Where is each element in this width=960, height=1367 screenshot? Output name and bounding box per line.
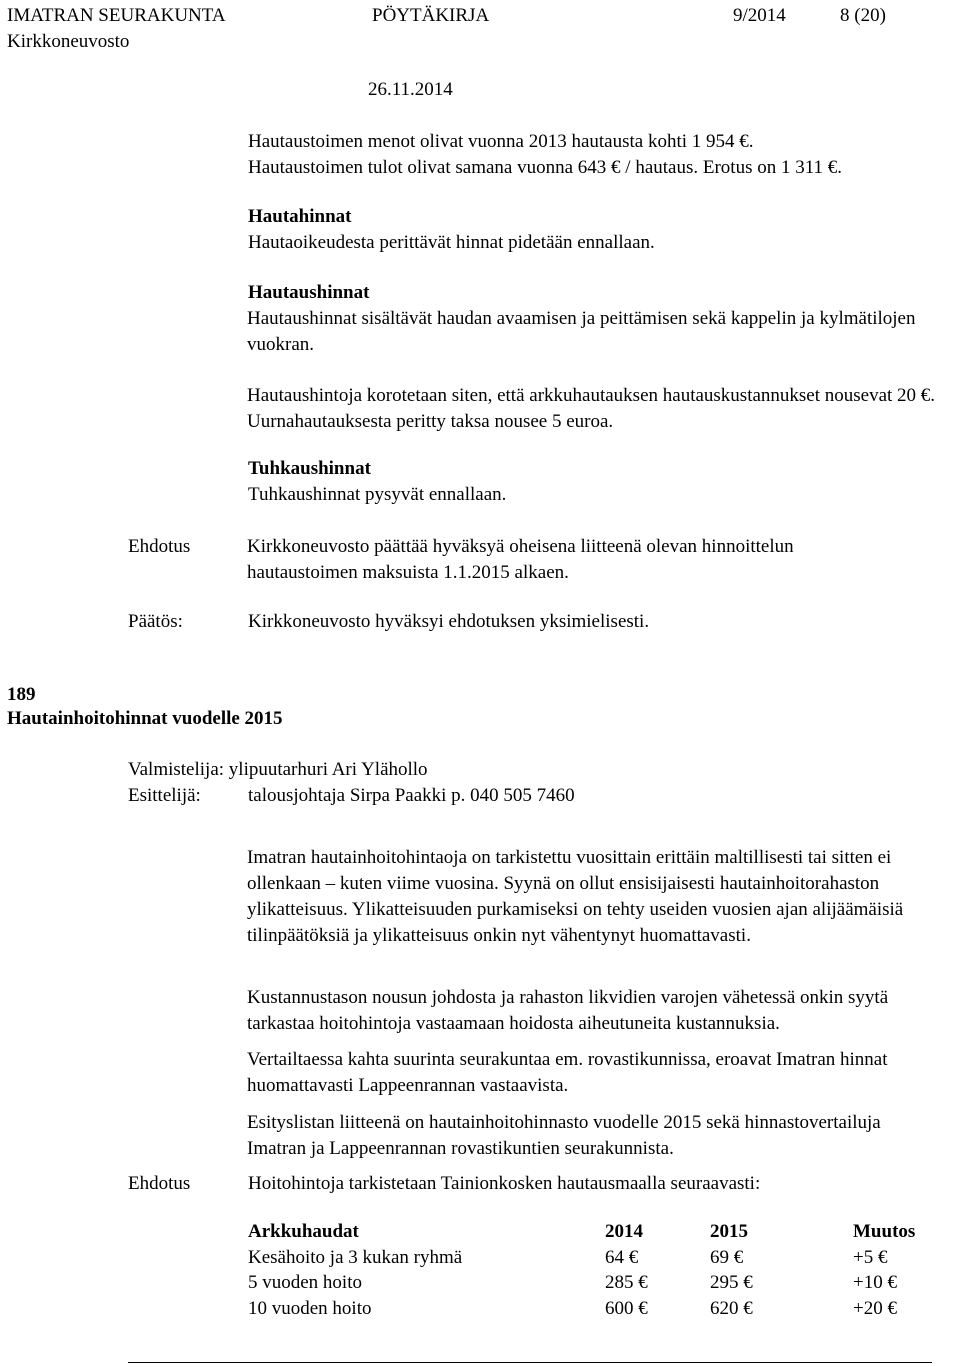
table-cell: 295 €: [710, 1272, 753, 1293]
table-row: [248, 1245, 943, 1271]
ehdotus-text-2: Hoitohintoja tarkistetaan Tainionkosken hautausmaalla seuraavasti:: [248, 1173, 761, 1194]
table-cell: 620 €: [710, 1297, 753, 1319]
paatos-text: Kirkkoneuvosto hyväksyi ehdotuksen yksimielisesti.: [248, 611, 650, 632]
header-date: 26.11.2014: [368, 79, 453, 100]
tuhkaushinnat-text: Tuhkaushinnat pysyvät ennallaan.: [248, 484, 507, 505]
section-title: Hautainhoitohinnat vuodelle 2015: [7, 708, 283, 729]
table-header-cell: Arkkuhaudat: [248, 1221, 359, 1242]
table-cell: 10 vuoden hoito: [248, 1297, 372, 1319]
valmistelija-line: Valmistelija: ylipuutarhuri Ari Ylähollo: [128, 759, 428, 780]
esittelija-label: Esittelijä:: [128, 785, 201, 806]
table-header-cell: 2015: [710, 1221, 748, 1242]
header-page: 8 (20): [840, 5, 886, 26]
paatos-label: Päätös:: [128, 611, 183, 632]
hautaushinnat-text-1: Hautaushinnat sisältävät haudan avaamisen ja peittämisen sekä kappelin ja kylmätilojen vuokran.: [247, 308, 916, 355]
paragraph-3: Vertailtaessa kahta suurinta seurakuntaa em. rovastikunnissa, eroavat Imatran hinnat huomattavasti Lappeenrannan vastaavista.: [247, 1049, 888, 1096]
hautaushinnat-heading: Hautaushinnat: [248, 282, 370, 303]
table-cell: +20 €: [853, 1297, 897, 1319]
table-header-row: [248, 1219, 943, 1245]
ehdotus-label-2: Ehdotus: [128, 1173, 191, 1194]
price-table: [248, 1219, 943, 1321]
costs-line-1: Hautaustoimen menot olivat vuonna 2013 hautausta kohti 1 954 €.: [248, 131, 754, 152]
table-header-cell: 2014: [605, 1221, 643, 1242]
paragraph-4: Esityslistan liitteenä on hautainhoitohinnasto vuodelle 2015 sekä hinnastovertailuja Imatran ja Lappeenrannan rovastikuntien seurakunnista.: [247, 1112, 881, 1159]
header-body: Kirkkoneuvosto: [7, 31, 130, 52]
costs-line-2: Hautaustoimen tulot olivat samana vuonna 643 € / hautaus. Erotus on 1 311 €.: [248, 157, 843, 178]
table-row: [248, 1270, 943, 1296]
table-cell: 64 €: [605, 1246, 639, 1268]
table-header-cell: Muutos: [853, 1221, 916, 1242]
table-cell: 600 €: [605, 1297, 648, 1319]
hautahinnat-text: Hautaoikeudesta perittävät hinnat pidetään ennallaan.: [248, 232, 655, 253]
hautaushinnat-text-2: Hautaushintoja korotetaan siten, että arkkuhautauksen hautauskustannukset nousevat 20 €. Uurnahautauksesta peritty taksa nousee 5 euroa.: [247, 385, 936, 432]
table-cell: +5 €: [853, 1246, 888, 1268]
header-number: 9/2014: [733, 5, 786, 26]
header-org: IMATRAN SEURAKUNTA: [7, 5, 226, 26]
ehdotus-label-1: Ehdotus: [128, 536, 191, 557]
paragraph-2: Kustannustason nousun johdosta ja rahaston likvidien varojen vähetessä onkin syytä tarkastaa hoitohintoja vastaamaan hoidosta aiheutuneita kustannuksia.: [247, 987, 889, 1034]
tuhkaushinnat-heading: Tuhkaushinnat: [248, 458, 371, 479]
table-cell: +10 €: [853, 1272, 897, 1293]
paragraph-1: Imatran hautainhoitohintaoja on tarkistettu vuosittain erittäin maltillisesti tai sitten ei ollenkaan – kuten viime vuosina. Syynä on ollut ensisijaisesti hautainhoitorahaston ylikatteisuus. Ylikatteisuuden purkamiseksi on tehty useiden vuosien ajan alijäämäisiä tilinpäätöksiä ja ylikatteisuus onkin nyt vähentynyt huomattavasti.: [247, 847, 904, 946]
table-cell: Kesähoito ja 3 kukan ryhmä: [248, 1246, 463, 1268]
table-cell: 285 €: [605, 1272, 648, 1293]
table-row: [248, 1296, 943, 1322]
ehdotus-text-1: Kirkkoneuvosto päättää hyväksyä oheisena liitteenä olevan hinnoittelun hautaustoimen maksuista 1.1.2015 alkaen.: [247, 536, 794, 583]
table-cell: 69 €: [710, 1246, 744, 1268]
header-doc-type: PÖYTÄKIRJA: [372, 5, 490, 26]
section-number: 189: [7, 684, 36, 705]
esittelija-text: talousjohtaja Sirpa Paakki p. 040 505 7460: [248, 785, 575, 806]
hautahinnat-heading: Hautahinnat: [248, 206, 352, 227]
footer-divider: [128, 1362, 932, 1363]
table-cell: 5 vuoden hoito: [248, 1272, 362, 1293]
